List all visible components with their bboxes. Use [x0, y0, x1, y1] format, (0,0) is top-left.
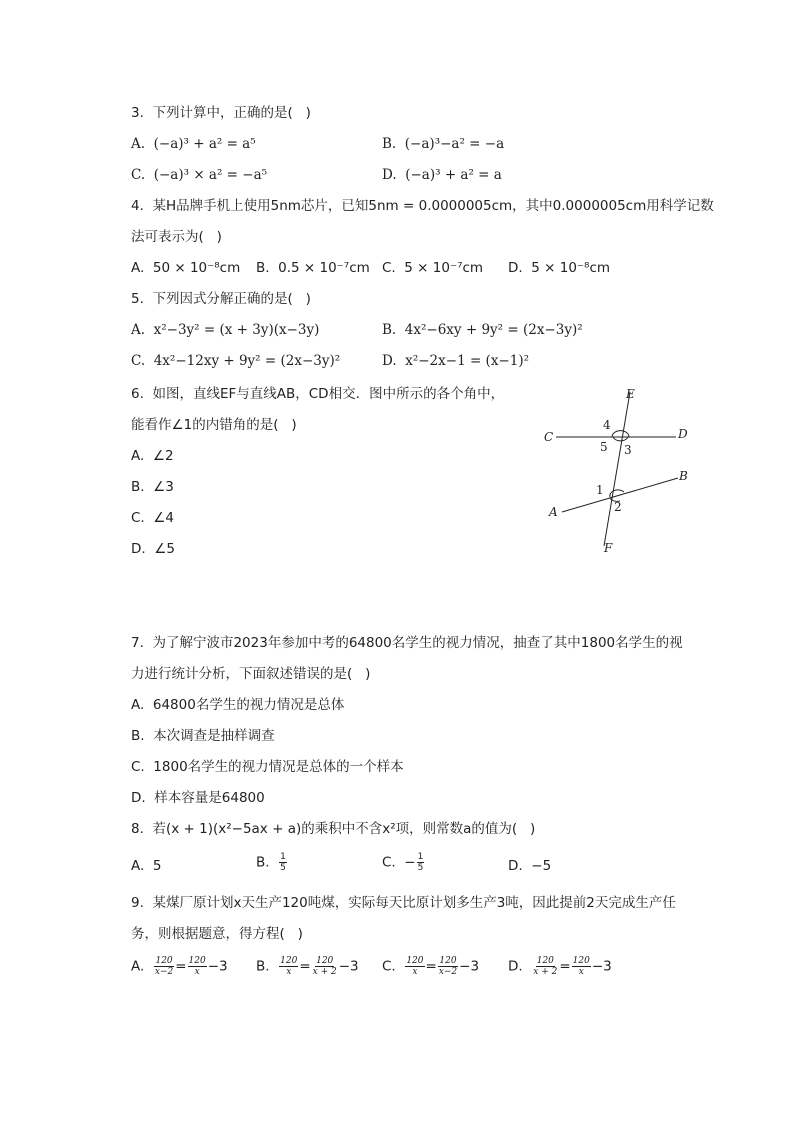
q8-option-b-label: B. — [256, 854, 270, 871]
label-f: F — [604, 541, 613, 555]
q9-d-f1-den: x + 2 — [533, 967, 558, 977]
q9-c-fraction-1 — [405, 956, 424, 977]
q9-stem-line2: 务，则根据题意，得方程( ) — [131, 926, 303, 942]
label-a: A — [549, 505, 558, 519]
q3-option-d: D. (−a)³ + a² = a — [382, 167, 502, 183]
q9-b-fraction-1 — [279, 956, 298, 977]
q9-d-f2-den: x — [578, 967, 584, 977]
q4-stem-line2: 法可表示为( ) — [131, 229, 222, 245]
q7-option-a: A. 64800名学生的视力情况是总体 — [131, 697, 345, 713]
q8-b-numerator: 1 — [280, 852, 286, 862]
q9-c-f2-den: x−2 — [438, 967, 458, 977]
q4-option-c: C. 5 × 10⁻⁷cm — [382, 260, 484, 276]
q9-a-tail: −3 — [207, 958, 228, 975]
q3-option-a: A. (−a)³ + a² = a⁵ — [131, 136, 256, 152]
q9-c-f1-den: x — [412, 967, 418, 977]
q7-option-d: D. 样本容量是64800 — [131, 790, 265, 806]
q9-c-fraction-2 — [438, 956, 458, 977]
q9-d-equals: = — [559, 958, 571, 975]
q6-stem-line1: 6. 如图，直线EF与直线AB，CD相交．图中所示的各个角中， — [131, 386, 505, 402]
q9-d-f1-num: 120 — [536, 956, 554, 966]
q8-option-c-label: C. − — [382, 854, 416, 871]
q9-option-a — [131, 956, 228, 977]
label-angle-3: 3 — [624, 443, 632, 457]
q8-option-b-fraction — [279, 852, 287, 873]
q5-option-a: A. x²−3y² = (x + 3y)(x−3y) — [131, 322, 320, 338]
q6-option-c: C. ∠4 — [131, 510, 174, 526]
q3-stem: 3. 下列计算中，正确的是( ) — [131, 105, 311, 121]
angle-arc-top-lower — [613, 437, 628, 441]
q7-stem-line1: 7. 为了解宁波市2023年参加中考的64800名学生的视力情况，抽查了其中1800名学生的视 — [131, 635, 683, 651]
label-angle-1: 1 — [596, 483, 604, 497]
q8-option-b — [256, 852, 288, 873]
q9-a-f2-den: x — [194, 967, 200, 977]
q9-c-f1-num: 120 — [406, 956, 424, 966]
q9-d-fraction-1 — [532, 956, 558, 977]
q8-option-a: A. 5 — [131, 858, 162, 874]
q6-figure — [540, 380, 710, 560]
label-angle-4: 4 — [603, 418, 611, 432]
q9-c-f2-num: 120 — [439, 956, 457, 966]
q5-option-d: D. x²−2x−1 = (x−1)² — [382, 353, 530, 369]
q9-b-equals: = — [299, 958, 311, 975]
q9-b-f2-den: x + 2 — [312, 967, 337, 977]
q5-option-c: C. 4x²−12xy + 9y² = (2x−3y)² — [131, 353, 341, 369]
q9-d-f2-num: 120 — [572, 956, 590, 966]
q9-a-fraction-1 — [154, 956, 174, 977]
q8-b-denominator: 5 — [280, 863, 286, 873]
q4-option-a: A. 50 × 10⁻⁸cm — [131, 260, 241, 276]
angle-arc-top — [612, 431, 629, 437]
q9-d-tail: −3 — [591, 958, 612, 975]
label-c: C — [544, 430, 554, 444]
q4-option-b: B. 0.5 × 10⁻⁷cm — [256, 260, 370, 276]
q9-d-fraction-2 — [572, 956, 591, 977]
label-angle-2: 2 — [614, 500, 622, 514]
q6-option-a: A. ∠2 — [131, 448, 174, 464]
q9-stem-line1: 9. 某煤厂原计划x天生产120吨煤，实际每天比原计划多生产3吨，因此提前2天完成生产任 — [131, 895, 676, 911]
q6-option-d: D. ∠5 — [131, 541, 175, 557]
q9-b-f2-num: 120 — [316, 956, 334, 966]
q8-option-d: D. −5 — [508, 858, 552, 874]
q9-a-equals: = — [175, 958, 187, 975]
q9-option-d-label: D. — [508, 958, 523, 975]
q9-option-a-label: A. — [131, 958, 145, 975]
q9-b-tail: −3 — [338, 958, 359, 975]
q8-option-c-fraction — [417, 852, 425, 873]
q9-option-c-label: C. — [382, 958, 396, 975]
q9-option-b — [256, 956, 359, 977]
q6-stem-line2: 能看作∠1的内错角的是( ) — [131, 417, 297, 433]
q4-option-d: D. 5 × 10⁻⁸cm — [508, 260, 611, 276]
q5-option-b: B. 4x²−6xy + 9y² = (2x−3y)² — [382, 322, 583, 338]
q8-option-c — [382, 852, 425, 873]
line-ef — [604, 392, 630, 546]
q9-option-c — [382, 956, 479, 977]
q9-option-b-label: B. — [256, 958, 270, 975]
q7-option-b: B. 本次调查是抽样调查 — [131, 728, 275, 744]
q9-b-f1-num: 120 — [280, 956, 298, 966]
q8-c-numerator: 1 — [417, 852, 424, 862]
q9-c-equals: = — [425, 958, 437, 975]
q9-a-fraction-2 — [188, 956, 207, 977]
q8-c-denominator: 5 — [417, 863, 424, 873]
label-d: D — [678, 427, 688, 441]
q9-b-f1-den: x — [286, 967, 292, 977]
q7-stem-line2: 力进行统计分析，下面叙述错误的是( ) — [131, 666, 371, 682]
label-angle-5: 5 — [600, 440, 608, 454]
q9-option-d — [508, 956, 612, 977]
q9-b-fraction-2 — [312, 956, 338, 977]
q3-option-c: C. (−a)³ × a² = −a⁵ — [131, 167, 268, 183]
q9-a-f1-num: 120 — [155, 956, 173, 966]
label-e: E — [626, 387, 635, 401]
q9-a-f1-den: x−2 — [154, 967, 174, 977]
q7-option-c: C. 1800名学生的视力情况是总体的一个样本 — [131, 759, 404, 775]
q3-option-b: B. (−a)³−a² = −a — [382, 136, 505, 152]
q5-stem: 5. 下列因式分解正确的是( ) — [131, 291, 311, 307]
q4-stem-line1: 4. 某H品牌手机上使用5nm芯片，已知5nm = 0.0000005cm，其中0.0000005cm用科学记数 — [131, 198, 714, 214]
q6-option-b: B. ∠3 — [131, 479, 174, 495]
label-b: B — [679, 469, 688, 483]
q9-c-tail: −3 — [459, 958, 480, 975]
q8-stem: 8. 若(x + 1)(x²−5ax + a)的乘积中不含x²项，则常数a的值为( ) — [131, 821, 536, 837]
q9-a-f2-num: 120 — [188, 956, 206, 966]
